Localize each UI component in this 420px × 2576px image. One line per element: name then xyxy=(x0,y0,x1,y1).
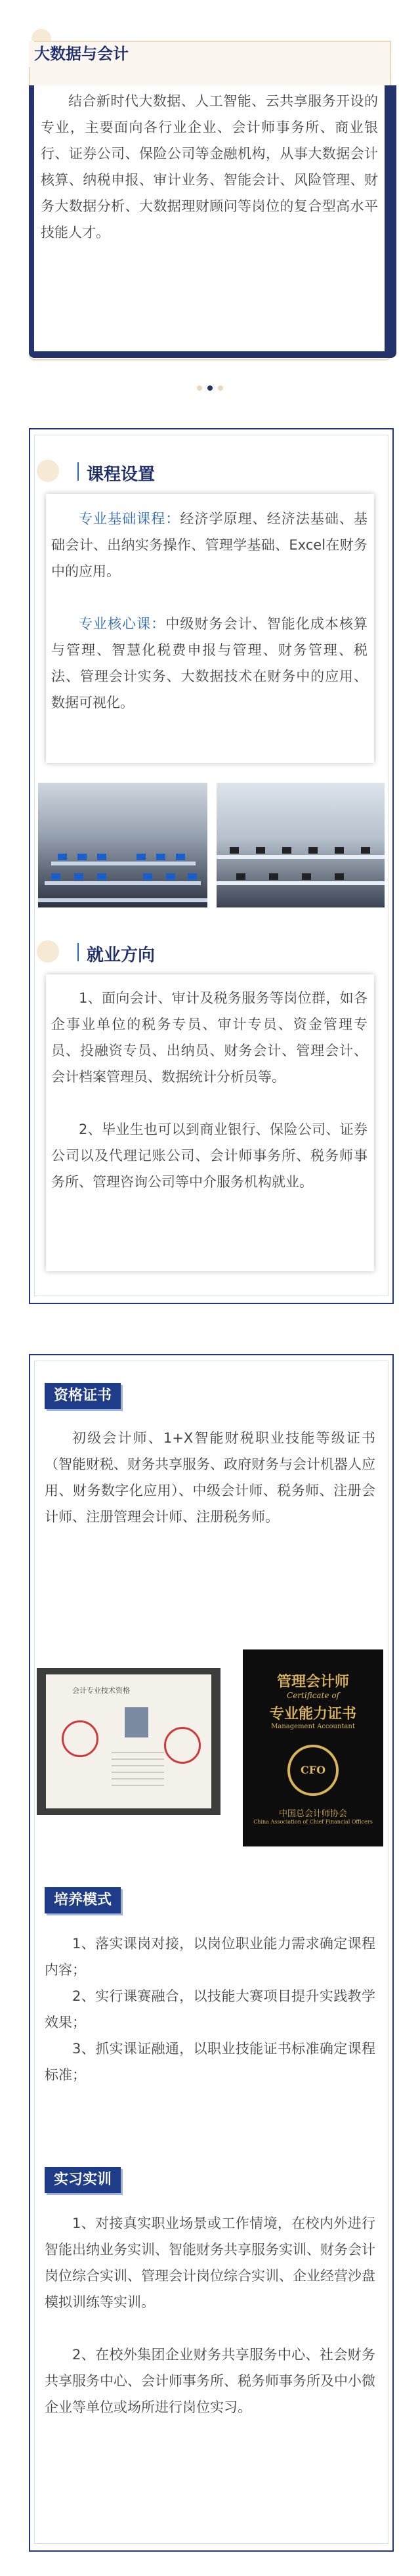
title-divider xyxy=(77,943,79,961)
title-background xyxy=(29,41,34,67)
carousel-dot-3[interactable] xyxy=(218,385,223,391)
cert-tag: 资格证书 xyxy=(45,1383,121,1409)
carousel-dot-1[interactable] xyxy=(197,385,202,391)
cert-black-org-en: China Association of Chief Financial Officers xyxy=(253,1819,373,1825)
course-core xyxy=(51,611,368,716)
cert-black-sub: 专业能力证书 xyxy=(269,1705,356,1722)
computer-lab-photo-2 xyxy=(217,783,385,907)
title-divider xyxy=(77,462,79,481)
major-title: 大数据与会计 xyxy=(34,45,129,63)
certificate-seal-right xyxy=(164,1727,201,1764)
course-core-text: 中级财务会计、智能化成本核算与管理、智慧化税费申报与管理、财务管理、税法、管理会计实务、大数据技术在财务中的应用、数据可视化。 xyxy=(51,616,368,710)
practice-tag: 实习实训 xyxy=(45,2167,121,2193)
carousel-indicator[interactable] xyxy=(194,381,226,393)
certificate-seal-left xyxy=(62,1720,98,1757)
certificate-portrait xyxy=(125,1707,148,1737)
cert-description: 初级会计师、1+X智能财税职业技能等级证书（智能财税、财务共享服务、政府财务与会计机器人应用、财务数字化应用）、中级会计师、税务师、注册会计师、注册管理会计师、注册税务师。 xyxy=(45,1430,375,1525)
course-basic-label: 专业基础课程： xyxy=(79,511,180,527)
cert-black-en1: Certificate of xyxy=(287,1691,339,1700)
practice-paragraph-2: 2、在校外集团企业财务共享服务中心、社会财务共享服务中心、会计师事务所、税务师事务所及中小微企业等单位或场所进行岗位实习。 xyxy=(45,2347,375,2415)
computer-lab-photo-1 xyxy=(38,783,207,907)
major-description-text: 结合新时代大数据、人工智能、云共享服务开设的专业，主要面向各行业企业、会计师事务所、商业银行、证券公司、保险公司等金融机构，从事大数据会计核算、纳税申报、审计业务、智能会计、风险管理、财务大数据分析、大数据理财顾问等岗位的复合型高水平技能人才。 xyxy=(41,93,378,240)
decor-circle xyxy=(37,940,59,963)
course-core-label: 专业核心课： xyxy=(79,616,166,632)
practice-paragraph-1: 1、对接真实职业场景或工作情境，在校内外进行智能出纳业务实训、智能财务共享服务实训、财务会计岗位综合实训、管理会计岗位综合实训、企业经营沙盘模拟训练等实训。 xyxy=(45,2216,375,2310)
certificate-lines xyxy=(112,1747,164,1786)
decor-circle xyxy=(37,460,59,482)
career-paragraph-1: 1、面向会计、审计及税务服务等岗位群，如各企事业单位的税务专员、审计专员、资金管理专员、投融资专员、出纳员、财务会计、管理会计、会计档案管理员、数据统计分析员等。 xyxy=(51,990,368,1085)
training-paragraph-3: 3、抓实课证融通，以职业技能证书标准确定课程标准； xyxy=(45,2041,375,2083)
major-description xyxy=(41,88,378,246)
course-title: 课程设置 xyxy=(87,465,156,485)
cfo-logo-text: CFO xyxy=(300,1764,326,1776)
cert-black-org: 中国总会计师协会 xyxy=(278,1809,347,1819)
cert-black-title: 管理会计师 xyxy=(276,1673,349,1690)
cfo-logo xyxy=(287,1745,339,1796)
training-paragraph-1: 1、落实课岗对接，以岗位职业能力需求确定课程内容； xyxy=(45,1936,375,1978)
career-paragraph-2: 2、毕业生也可以到商业银行、保险公司、证券公司以及代理记账公司、会计师事务所、税务师事务所、管理咨询公司等中介服务机构就业。 xyxy=(51,1122,368,1190)
carousel-dot-2[interactable] xyxy=(207,385,213,391)
course-basic-text: 经济学原理、经济法基础、基础会计、出纳实务操作、管理学基础、Excel在财务中的应用。 xyxy=(51,511,368,579)
management-accountant-certificate xyxy=(243,1649,383,1846)
cert-black-en2: Management Accountant xyxy=(271,1723,355,1730)
certificate-photo xyxy=(37,1668,220,1815)
career-title: 就业方向 xyxy=(87,946,156,965)
training-paragraph-2: 2、实行课赛融合，以技能大赛项目提升实践教学效果； xyxy=(45,1988,375,2030)
training-tag: 培养模式 xyxy=(45,1887,121,1913)
course-basic xyxy=(51,506,368,584)
certificate-title: 会计专业技术资格 xyxy=(72,1686,130,1695)
